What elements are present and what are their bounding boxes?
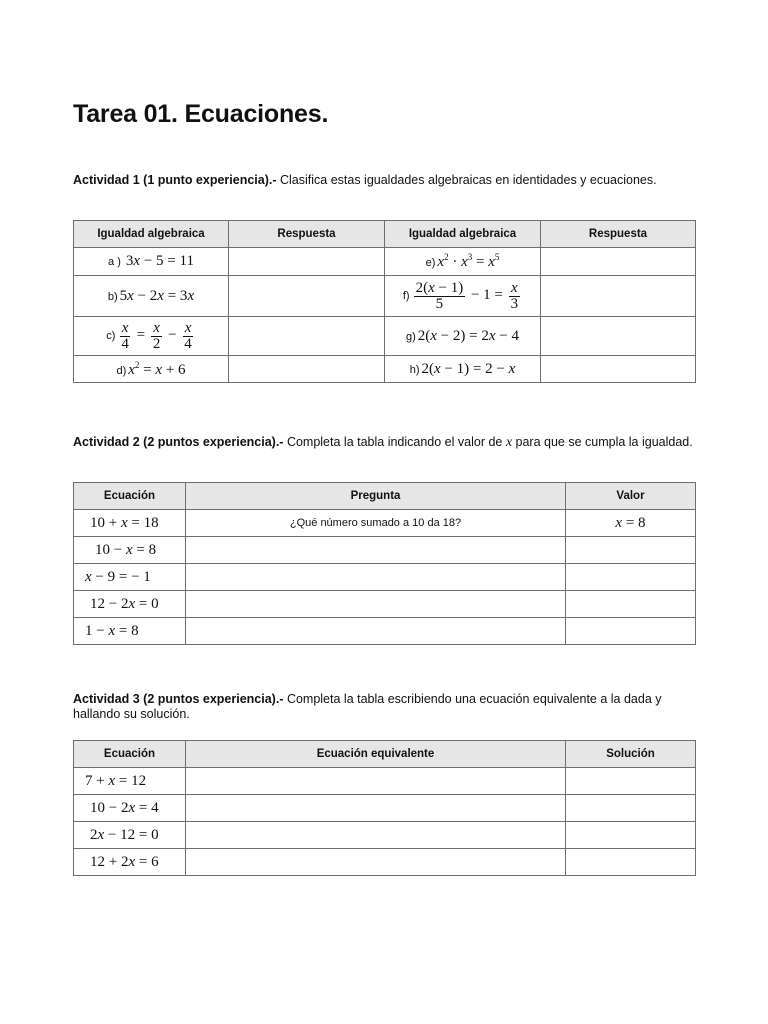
activity2-value-5-cell[interactable] xyxy=(566,618,696,645)
activity1-header-answer-2: Respuesta xyxy=(541,221,696,248)
activity3-solution-3-cell[interactable] xyxy=(566,822,696,849)
answer-e-cell[interactable] xyxy=(541,248,696,276)
activity1-heading-bold: Actividad 1 (1 punto experiencia).- xyxy=(73,173,277,187)
answer-c-cell[interactable] xyxy=(229,317,385,356)
activity2-heading xyxy=(73,435,693,450)
answer-a-cell[interactable] xyxy=(229,248,385,276)
activity3-equation-3: 2x − 12 = 0 xyxy=(74,822,186,849)
activity2-value-4-cell[interactable] xyxy=(566,591,696,618)
activity3-table xyxy=(73,740,696,876)
activity3-solution-2-cell[interactable] xyxy=(566,795,696,822)
activity3-heading-text: Completa la tabla escribiendo una ecuación equivalente a la dada y hallando su solución. xyxy=(73,692,662,721)
answer-f-cell[interactable] xyxy=(541,276,696,317)
activity2-heading-text-2: para que se cumpla la igualdad. xyxy=(512,435,693,449)
label-e: e) xyxy=(425,257,436,269)
activity2-equation-1: 10 + x = 18 xyxy=(74,510,186,537)
activity3-equation-2: 10 − 2x = 4 xyxy=(74,795,186,822)
activity2-question-5-cell[interactable] xyxy=(186,618,566,645)
activity1-header-equality-2: Igualdad algebraica xyxy=(385,221,541,248)
activity3-solution-4-cell[interactable] xyxy=(566,849,696,876)
activity3-equivalent-2-cell[interactable] xyxy=(186,795,566,822)
activity2-heading-bold: Actividad 2 (2 puntos experiencia).- xyxy=(73,435,284,449)
equality-a: a ) 3x − 5 = 11 xyxy=(74,248,229,276)
equality-b: b) 5x − 2x = 3x xyxy=(74,276,229,317)
activity3-header-equivalent: Ecuación equivalente xyxy=(186,741,566,768)
activity2-header-value: Valor xyxy=(566,483,696,510)
activity3-equivalent-1-cell[interactable] xyxy=(186,768,566,795)
activity2-table xyxy=(73,482,696,645)
activity3-equation-1: 7 + x = 12 xyxy=(74,768,186,795)
answer-g-cell[interactable] xyxy=(541,317,696,356)
activity2-heading-var: x xyxy=(505,435,513,450)
activity3-header-solution: Solución xyxy=(566,741,696,768)
equality-h: h) 2(x − 1) = 2 − x xyxy=(385,356,541,383)
activity2-equation-4: 12 − 2x = 0 xyxy=(74,591,186,618)
activity2-question-3-cell[interactable] xyxy=(186,564,566,591)
activity2-heading-text-1: Completa la tabla indicando el valor de xyxy=(283,435,506,449)
label-c: c) xyxy=(106,330,116,343)
activity3-equivalent-3-cell[interactable] xyxy=(186,822,566,849)
equality-f: f) $\frac{2(x - 1)}{5}$ − 1 = $\frac{x}{3}$ xyxy=(385,276,541,317)
activity2-value-1: x = 8 xyxy=(566,510,696,537)
activity2-question-1: ¿Qué número sumado a 10 da 18? xyxy=(186,510,566,537)
activity2-header-equation: Ecuación xyxy=(74,483,186,510)
activity3-heading-bold: Actividad 3 (2 puntos experiencia).- xyxy=(73,692,284,706)
activity1-table xyxy=(73,220,696,383)
activity2-question-4-cell[interactable] xyxy=(186,591,566,618)
activity2-value-3-cell[interactable] xyxy=(566,564,696,591)
activity1-heading-text: Clasifica estas igualdades algebraicas en identidades y ecuaciones. xyxy=(276,173,657,187)
equality-e: e) $x^2 \cdot x^3 = x^5$ xyxy=(385,248,541,276)
label-h: h) xyxy=(409,363,420,376)
activity1-header-answer-1: Respuesta xyxy=(229,221,385,248)
activity2-header-question: Pregunta xyxy=(186,483,566,510)
page-title: Tarea 01. Ecuaciones. xyxy=(73,100,329,128)
activity2-equation-2: 10 − x = 8 xyxy=(74,537,186,564)
activity1-header-equality-1: Igualdad algebraica xyxy=(74,221,229,248)
label-f: f) xyxy=(402,290,410,303)
activity2-question-2-cell[interactable] xyxy=(186,537,566,564)
activity3-heading xyxy=(73,692,693,722)
equality-g: g) 2(x − 2) = 2x − 4 xyxy=(385,317,541,356)
activity3-header-equation: Ecuación xyxy=(74,741,186,768)
activity2-equation-3: x − 9 = − 1 xyxy=(74,564,186,591)
activity3-equivalent-4-cell[interactable] xyxy=(186,849,566,876)
activity1-heading xyxy=(73,173,693,188)
activity2-equation-5: 1 − x = 8 xyxy=(74,618,186,645)
equality-c: c) $\frac{x}{4}$ = $\frac{x}{2}$ − $\frac{x}{4}$ xyxy=(74,317,229,356)
label-a: a ) xyxy=(108,256,121,268)
label-b: b) xyxy=(107,290,118,303)
activity3-equation-4: 12 + 2x = 6 xyxy=(74,849,186,876)
answer-h-cell[interactable] xyxy=(541,356,696,383)
equality-d: d) $x^2 = x + 6$ xyxy=(74,356,229,383)
label-g: g) xyxy=(405,330,416,343)
answer-d-cell[interactable] xyxy=(229,356,385,383)
activity2-value-2-cell[interactable] xyxy=(566,537,696,564)
label-d: d) xyxy=(116,364,127,377)
activity3-solution-1-cell[interactable] xyxy=(566,768,696,795)
answer-b-cell[interactable] xyxy=(229,276,385,317)
